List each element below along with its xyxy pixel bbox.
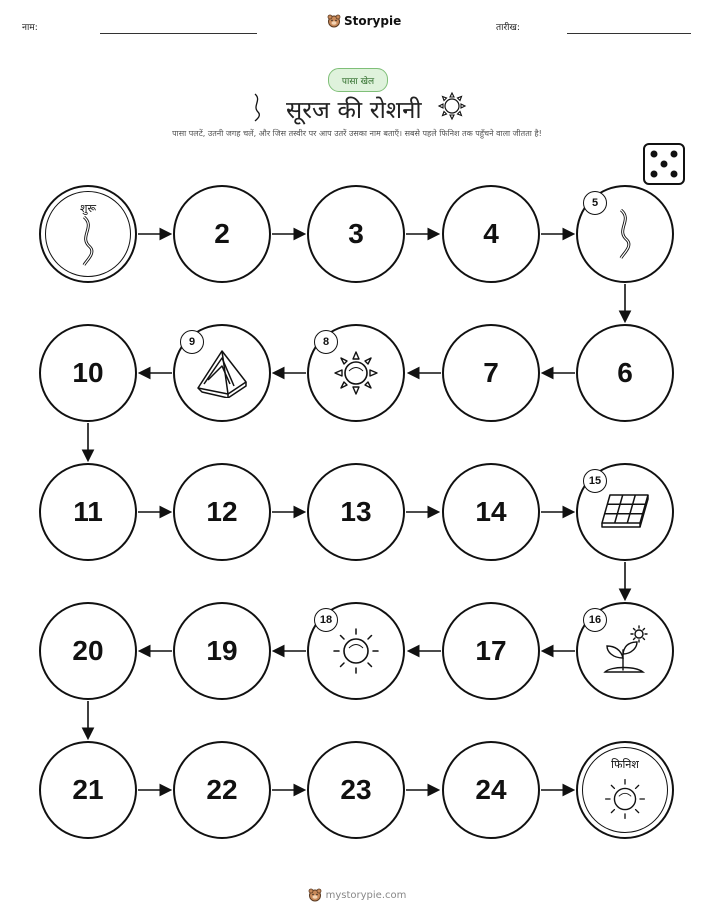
bear-logo-icon (308, 888, 322, 902)
date-label: तारीख: (496, 23, 520, 33)
squiggle-icon (613, 208, 637, 260)
space-number-badge: 8 (314, 330, 338, 354)
board-space-12[interactable] (173, 463, 271, 561)
sun-outline-icon (331, 626, 381, 676)
board-space-21[interactable] (39, 741, 137, 839)
name-label: नाम: (22, 23, 38, 33)
board-space-19[interactable] (173, 602, 271, 700)
board-space-23[interactable] (307, 741, 405, 839)
board-space-24[interactable] (442, 741, 540, 839)
start-label: शुरू (79, 202, 97, 215)
space-number: 4 (483, 218, 499, 249)
space-number: 3 (348, 218, 364, 249)
start-space[interactable] (39, 185, 137, 283)
board-space-4[interactable] (442, 185, 540, 283)
space-number: 23 (340, 774, 372, 805)
board-space-2[interactable] (173, 185, 271, 283)
finish-space[interactable] (576, 741, 674, 839)
space-number: 6 (617, 357, 633, 388)
page-title: सूरज की रोशनी (286, 96, 422, 124)
board-space-17[interactable] (442, 602, 540, 700)
space-number: 7 (483, 357, 499, 388)
board-space-11[interactable] (39, 463, 137, 561)
board-space-10[interactable] (39, 324, 137, 422)
space-number: 21 (72, 774, 104, 805)
board-space-6[interactable] (576, 324, 674, 422)
space-number: 17 (475, 635, 507, 666)
board-space-22[interactable] (173, 741, 271, 839)
board-space-13[interactable] (307, 463, 405, 561)
space-number: 14 (475, 496, 507, 527)
space-number: 24 (475, 774, 507, 805)
space-number: 22 (206, 774, 238, 805)
board-space-14[interactable] (442, 463, 540, 561)
finish-label: फिनिश (611, 758, 639, 771)
game-type-badge: पासा खेल (328, 68, 388, 92)
brand-name: Storypie (344, 14, 402, 28)
sprout-icon (599, 624, 651, 678)
space-number: 19 (206, 635, 238, 666)
space-number-badge: 5 (583, 191, 607, 215)
space-number-badge: 9 (180, 330, 204, 354)
space-number: 20 (72, 635, 104, 666)
space-number: 12 (206, 496, 238, 527)
space-number: 11 (73, 496, 103, 527)
sun-icon (332, 349, 380, 397)
prism-icon (194, 348, 250, 398)
board-space-3[interactable] (307, 185, 405, 283)
space-number: 10 (72, 357, 104, 388)
space-number: 13 (340, 496, 372, 527)
solar-panel-icon (600, 493, 650, 531)
board-space-7[interactable] (442, 324, 540, 422)
footer (0, 888, 714, 902)
board-space-20[interactable] (39, 602, 137, 700)
footer-url[interactable]: mystorypie.com (325, 889, 407, 901)
space-number-badge: 16 (583, 608, 607, 632)
space-number: 2 (214, 218, 230, 249)
space-number-badge: 18 (314, 608, 338, 632)
sun-outline-icon (603, 777, 647, 821)
instructions: पासा पलटें, उतनी जगह चलें, और जिस तस्वीर पर आप उतरें उसका नाम बताएँ। सबसे पहले फिनिश तक पहुँचने वाला जीतता है! (172, 129, 542, 138)
space-number-badge: 15 (583, 469, 607, 493)
squiggle-icon (76, 215, 100, 267)
